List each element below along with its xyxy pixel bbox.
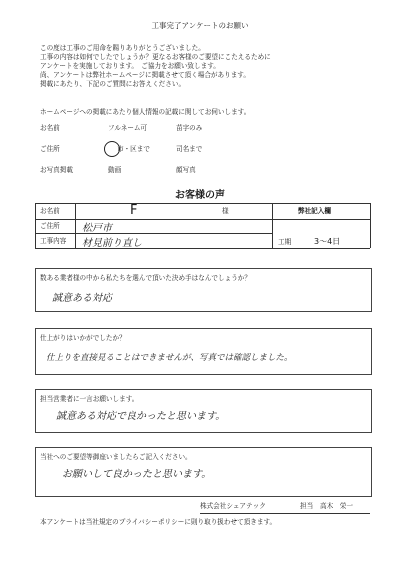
intro-line-1: この度は工事のご用命を賜りありがとうございました。: [40, 44, 205, 52]
intro-line-4: 尚、アンケートは弊社ホームページに掲載させて頂く場合があります。: [40, 71, 250, 79]
page-title: 工事完了アンケートのお願い: [151, 21, 249, 30]
answer-1[interactable]: 誠意ある対応: [52, 293, 112, 304]
voice-name-label: お名前: [40, 207, 60, 215]
consent-name-label: お名前: [40, 124, 60, 132]
intro-line-2: 工事の内容は如何でしたでしょうか？更なるお客様のご要望にこたえるために: [40, 53, 271, 61]
selected-option-circle: [104, 141, 120, 157]
consent-name-option2[interactable]: 苗字のみ: [176, 124, 203, 132]
table-row-border-2: [35, 233, 272, 234]
consent-address-option2[interactable]: 司名まで: [176, 145, 203, 153]
period-value: 3～4日: [314, 237, 341, 246]
table-left-border: [35, 203, 36, 248]
signature-underline: [200, 513, 370, 514]
intro-line-5: 掲載にあたり、下記のご質問にお答えください。: [40, 80, 186, 88]
consent-photo-option1[interactable]: 動画: [108, 166, 122, 174]
customer-voice-title: お客様の声: [175, 190, 225, 201]
table-label-divider: [75, 203, 76, 248]
consent-address-label: ご住所: [40, 145, 60, 153]
consent-photo-label: お写真掲載: [40, 166, 73, 174]
voice-work-value[interactable]: 材見前り直し: [82, 238, 142, 249]
voice-name-suffix: 様: [222, 207, 229, 215]
staff-label: 担当: [300, 502, 314, 510]
privacy-policy-note: 本アンケートは当社規定のプライバシーポリシーに則り取り扱わせて頂きます。: [40, 518, 277, 526]
voice-work-label: 工事内容: [40, 237, 67, 245]
consent-heading: ホームページへの掲載にあたり個人情報の記載に関してお伺いします。: [40, 108, 251, 116]
intro-line-3: アンケートを実施しております。 ご協力をお願い致します。: [40, 62, 220, 70]
company-name: 株式会社シェアテック: [200, 502, 266, 510]
answer-3[interactable]: 誠意ある対応で良かったと思います。: [56, 411, 226, 422]
table-right-border: [370, 203, 371, 248]
table-top-border: [35, 203, 370, 204]
voice-name-value[interactable]: F: [130, 203, 138, 218]
voice-address-value[interactable]: 松戸市: [82, 223, 112, 234]
table-office-divider: [272, 203, 273, 248]
staff-name: 高木 栄一: [320, 502, 353, 510]
question-2: 仕上がりはいかがでしたか？: [40, 334, 126, 342]
office-use-label: 弊社記入欄: [298, 207, 331, 215]
answer-2[interactable]: 仕上りを直接見ることはできませんが、写真では確認しました。: [46, 353, 293, 363]
question-1: 数ある業者様の中から私たちを選んで頂いた決め手はなんでしょうか？: [40, 274, 251, 282]
voice-address-label: ご住所: [40, 222, 60, 230]
answer-4[interactable]: お願いして良かったと思います。: [62, 469, 212, 480]
consent-name-option1[interactable]: フルネーム可: [108, 124, 148, 132]
question-4: 当社へのご要望等御座いましたらご記入ください。: [40, 453, 192, 461]
period-label: 工期: [278, 238, 292, 246]
question-3: 担当営業者に一言お願いします。: [40, 395, 139, 403]
consent-photo-option2[interactable]: 顔写真: [176, 166, 196, 174]
consent-address-option1[interactable]: 市・区まで: [117, 145, 150, 153]
